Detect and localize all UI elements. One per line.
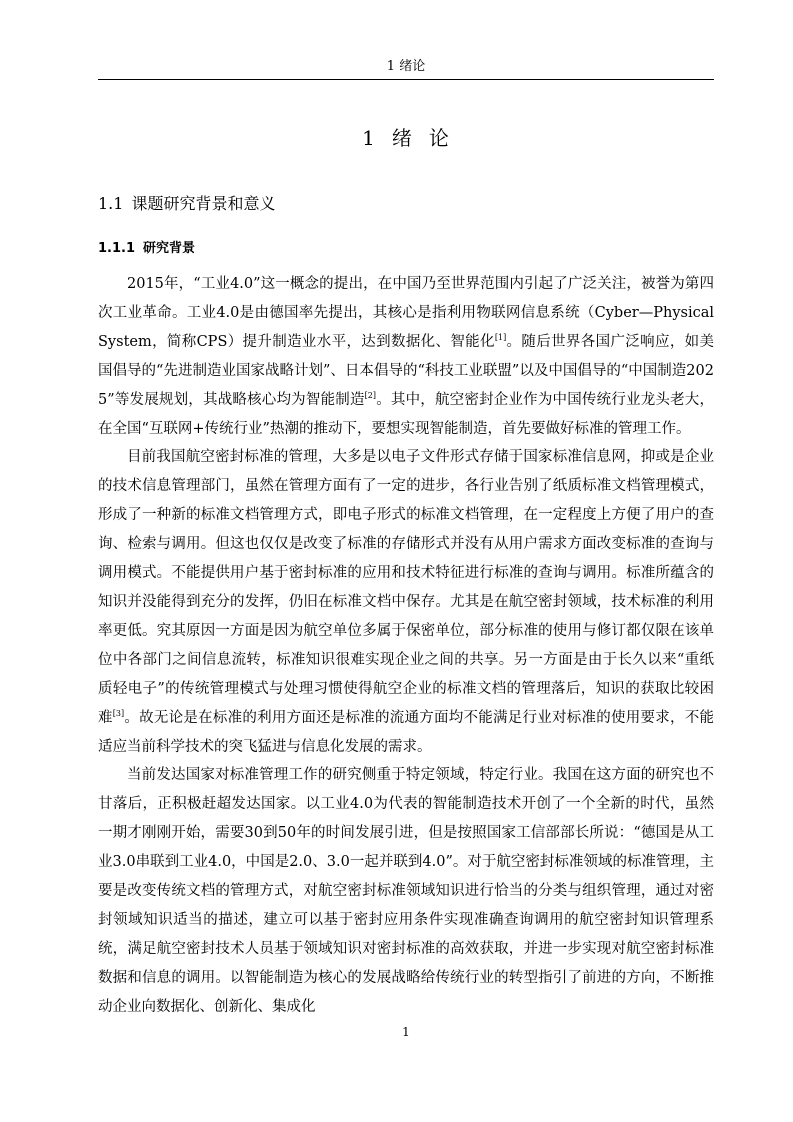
chapter-number: 1 <box>362 126 376 150</box>
page-number: 1 <box>402 1025 410 1039</box>
paragraph <box>98 761 714 1021</box>
header-rule <box>98 79 714 80</box>
section-title: 课题研究背景和意义 <box>131 194 276 213</box>
paragraph <box>98 270 714 443</box>
paragraph-text: 。其中，航空密封企业作为中国传统行业龙头老大，在全国“互联网+传统行业”热潮的推动下，要想实现智能制造，首先要做好标准的管理工作。 <box>98 391 714 437</box>
running-header: 1 绪论 <box>386 59 426 74</box>
section-number: 1.1 <box>98 194 124 213</box>
paragraph <box>98 443 714 761</box>
paragraph-text: 2015年，“工业4.0”这一概念的提出，在中国乃至世界范围内引起了广泛关注，被誉为第四次工业革命。工业4.0是由德国率先提出，其核心是指利用物联网信息系统（Cyber—Physical System，简称CPS）提升制造业水平，达到数据化、智能化 <box>98 276 714 350</box>
citation[interactable]: [1] <box>494 332 507 342</box>
subsection-number: 1.1.1 <box>98 241 136 256</box>
paragraph-text: 目前我国航空密封标准的管理，大多是以电子文件形式存储于国家标准信息网，抑或是企业的技术信息管理部门，虽然在管理方面有了一定的进步，各行业告别了纸质标准文档管理模式，形成了一种新的标准文档管理方式，即电子形式的标准文档管理，在一定程度上方便了用户的查询、检索与调用。但这也仅仅是改变了标准的存储形式并没有从用户需求方面改变标准的查询与调用模式。不能提供用户基于密封标准的应用和技术特征进行标准的查询与调用。标准所蕴含的知识并没能得到充分的发挥，仍旧在标准文档中保存。尤其是在航空密封领域，技术标准的利用率更低。究其原因一方面是因为航空单位多属于保密单位，部分标准的使用与修订都仅限在该单位中各部门之间信息流转，标准知识很难实现企业之间的共享。另一方面是由于长久以来“重纸质轻电子”的传统管理模式与处理习惯使得航空企业的标准文档的管理落后，知识的获取比较困难 <box>98 449 714 726</box>
paragraph-text: 。故无论是在标准的利用方面还是标准的流通方面均不能满足行业对标准的使用要求，不能适应当前科学技术的突飞猛进与信息化发展的需求。 <box>98 709 714 755</box>
paragraph-text: 当前发达国家对标准管理工作的研究侧重于特定领域，特定行业。我国在这方面的研究也不甘落后，正积极赶超发达国家。以工业4.0为代表的智能制造技术开创了一个全新的时代，虽然一期才刚刚开始，需要30到50年的时间发展引进，但是按照国家工信部部长所说：“德国是从工业3.0串联到工业4.0，中国是2.0、3.0一起并联到4.0”。对于航空密封标准领域的标准管理，主要是改变传统文档的管理方式，对航空密封标准领域知识进行恰当的分类与组织管理，通过对密封领域知识适当的描述，建立可以基于密封应用条件实现准确查询调用的航空密封知识管理系统，满足航空密封技术人员基于领域知识对密封标准的高效获取，并进一步实现对航空密封标准数据和信息的调用。以智能制造为核心的发展战略给传统行业的转型指引了前进的方向，不断推动企业向数据化、创新化、集成化 <box>98 767 714 1015</box>
body-text <box>98 270 714 1022</box>
chapter-title-char-2: 论 <box>428 126 450 150</box>
chapter-title <box>98 124 714 152</box>
paragraph-text: 。随后世界各国广泛响应，如美国倡导的“先进制造业国家战略计划”、日本倡导的“科技工业联盟”以及中国倡导的“中国制造2025”等发展规划，其战略核心均为智能制造 <box>98 333 715 408</box>
subsection-heading <box>98 239 195 259</box>
subsection-title: 研究背景 <box>143 241 196 256</box>
chapter-title-char-1: 绪 <box>391 126 413 150</box>
citation[interactable]: [2] <box>364 390 376 400</box>
section-heading <box>98 192 275 216</box>
citation[interactable]: [3] <box>112 708 125 718</box>
